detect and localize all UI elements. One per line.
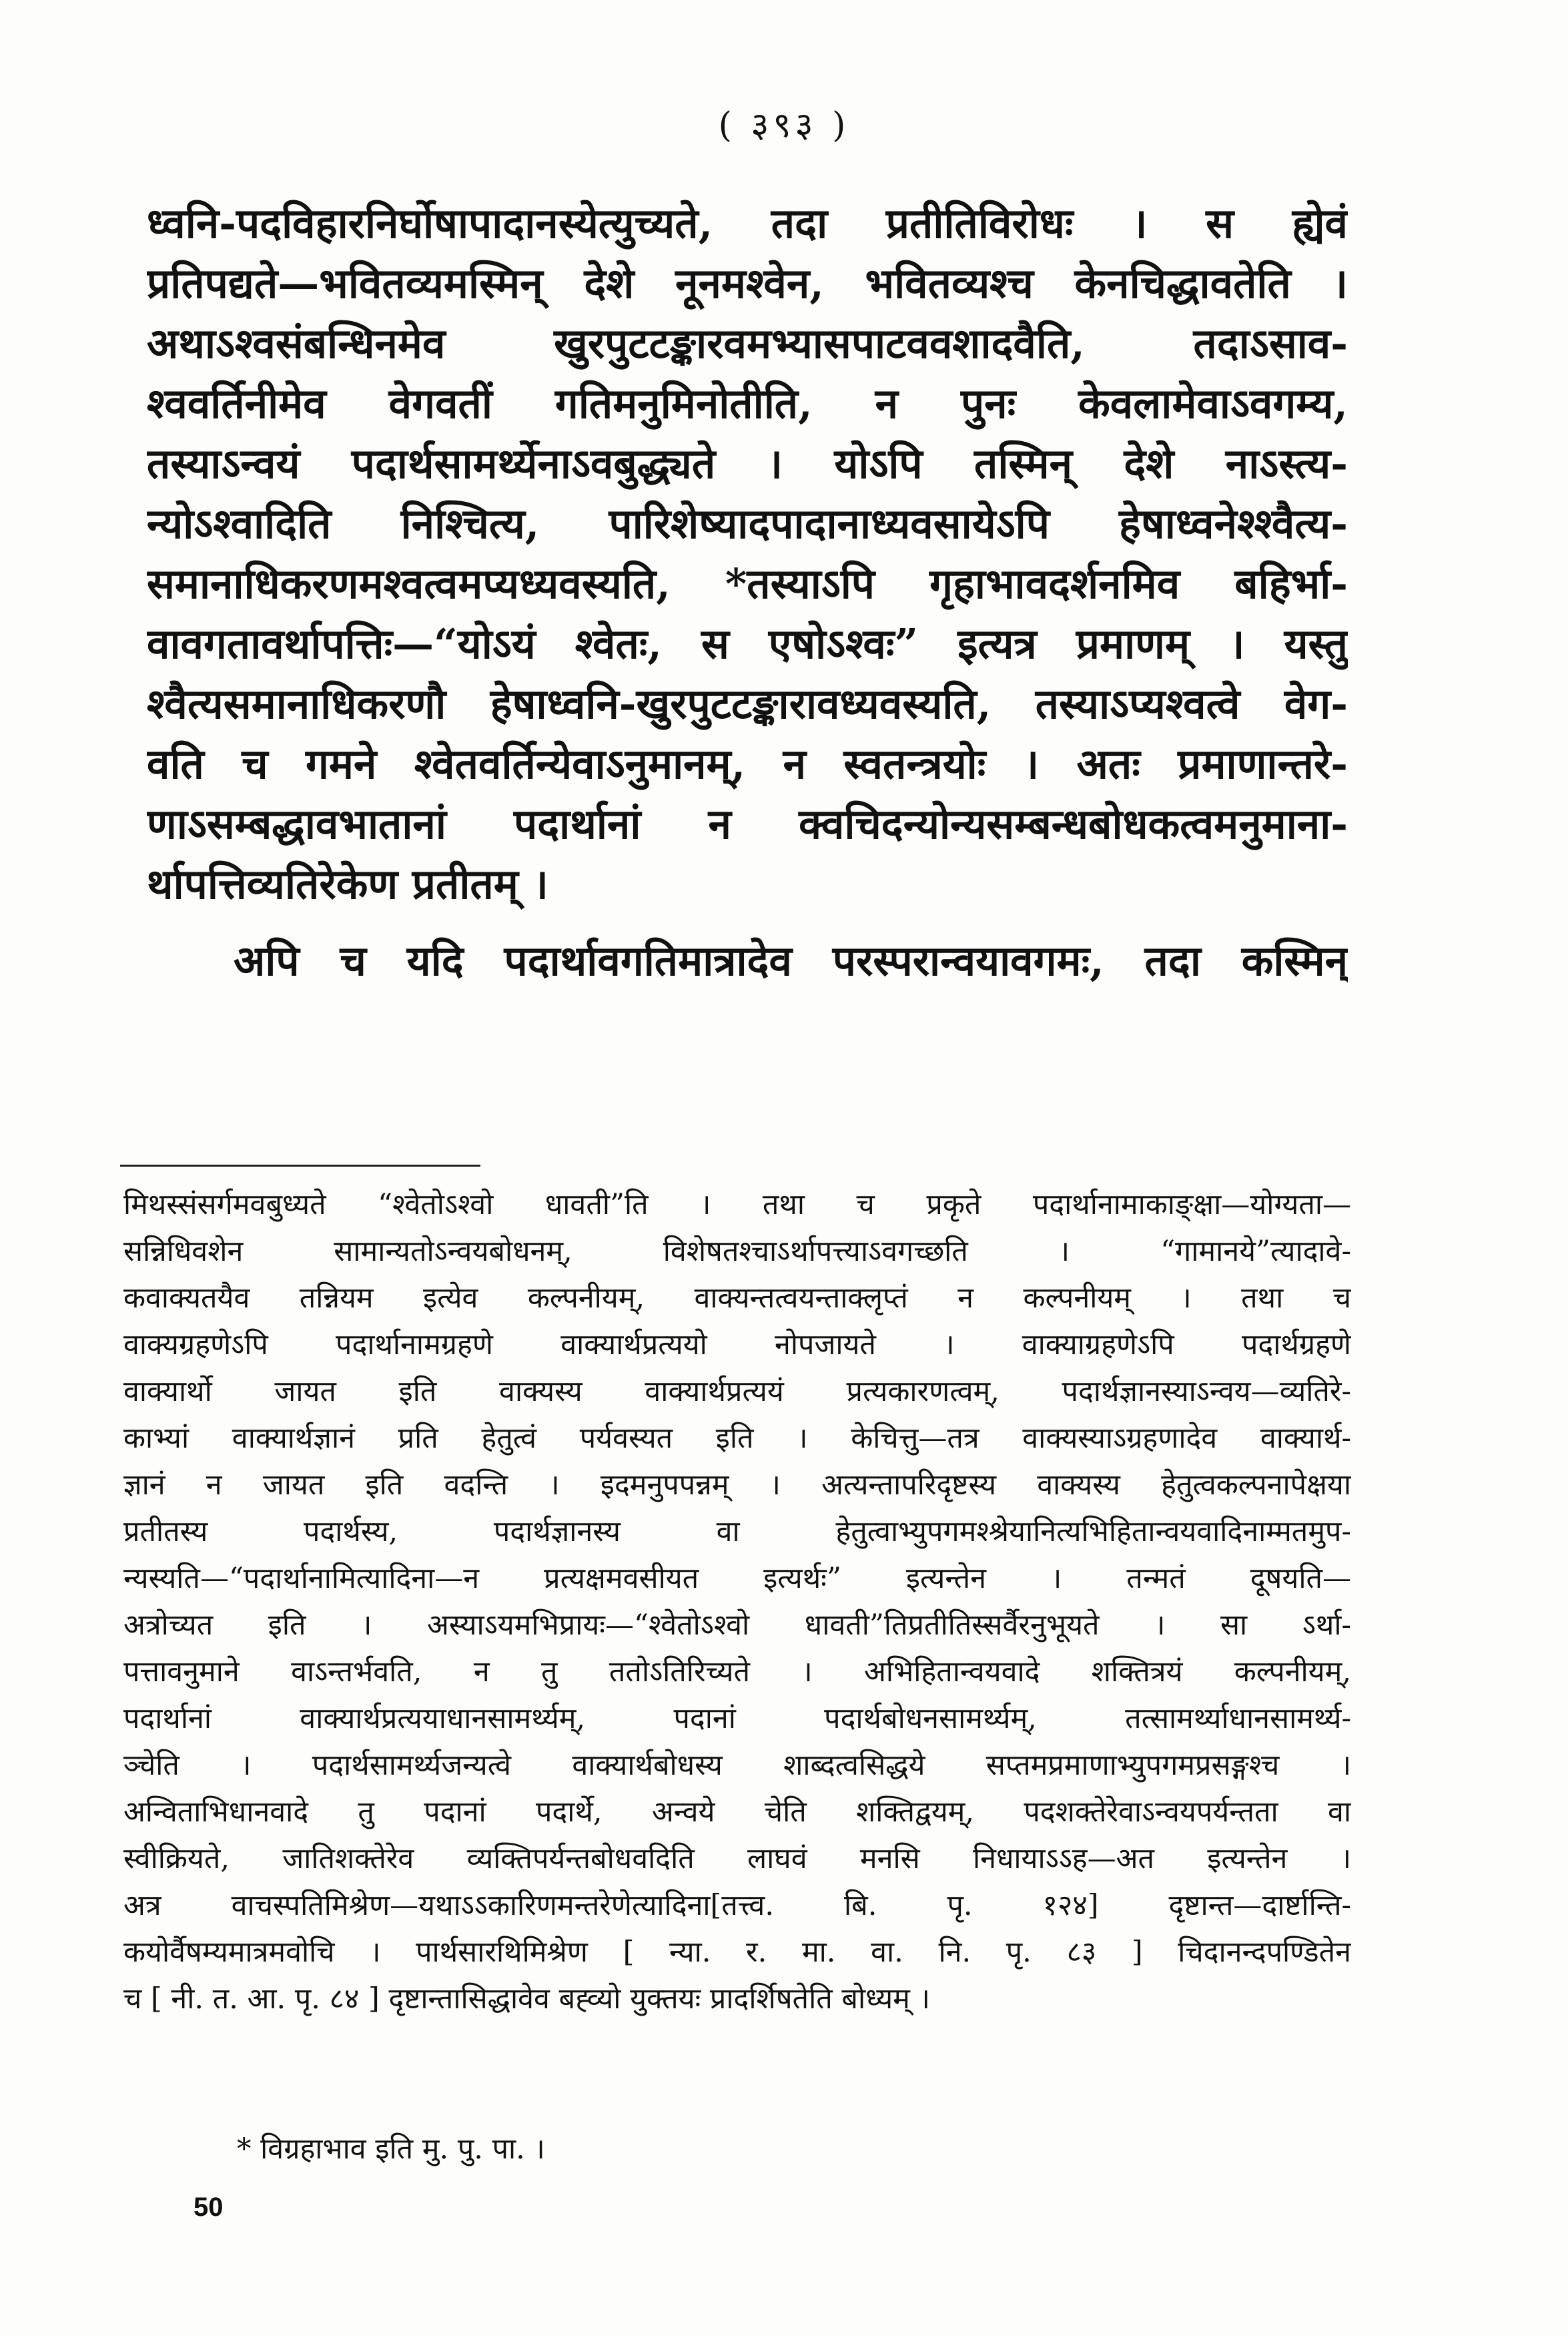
footnote-line: न्यस्यति—“पदार्थानामित्यादिना—न प्रत्यक्षमवसीयत इत्यर्थः” इत्यन्तेन । तन्मतं दूषयति— (123, 1562, 1351, 1595)
main-text-line: अथाऽश्वसंबन्धिनमेव खुरपुटटङ्कारवमभ्यासपाटववशादवैति, तदाऽसाव- (147, 319, 1348, 368)
main-text-line: र्थापत्तिव्यतिरेकेण प्रतीतम् । (147, 860, 548, 908)
main-text-line: श्ववर्तिनीमेव वेगवतीं गतिमनुमिनोतीति, न पुनः केवलामेवाऽवगम्य, (147, 379, 1348, 428)
main-text-line: समानाधिकरणमश्वत्वमप्यध्यवस्यति, *तस्याऽपि गृहाभावदर्शनमिव बहिर्भा- (147, 559, 1348, 608)
footnote-line: अन्विताभिधानवादे तु पदानां पदार्थे, अन्वये चेति शक्तिद्वयम्, पदशक्तेरेवाऽन्वयपर्यन्तता वा (123, 1795, 1351, 1829)
footnote-line: वाक्यग्रहणेऽपि पदार्थानामग्रहणे वाक्यार्थप्रत्ययो नोपजायते । वाक्याग्रहणेऽपि पदार्थग्रहणे (123, 1328, 1351, 1362)
footnote-line: पदार्थानां वाक्यार्थप्रत्ययाधानसामर्थ्यम्, पदानां पदार्थबोधनसामर्थ्यम्, तत्सामर्थ्याधानसामर्थ्य- (123, 1702, 1351, 1735)
footnote-line: वाक्यार्थो जायत इति वाक्यस्य वाक्यार्थप्रत्ययं प्रत्यकारणत्वम्, पदार्थज्ञानस्याऽन्वय—व्यतिरे- (123, 1375, 1351, 1408)
main-text-block (147, 194, 1348, 991)
footnote-line: ज्ञानं न जायत इति वदन्ति । इदमनुपपन्नम् । अत्यन्तापरिदृष्टस्य वाक्यस्य हेतुत्वकल्पनापेक्षया (123, 1468, 1351, 1502)
footnote-line: स्वीक्रियते, जातिशक्तेरेव व्यक्तिपर्यन्तबोधवदिति लाघवं मनसि निधायाऽऽह—अत इत्यन्तेन । (123, 1842, 1351, 1875)
asterisk-footnote: * विग्रहाभाव इति मु. पु. पा. । (237, 2132, 545, 2166)
footnote-line: सन्निधिवशेन सामान्यतोऽन्वयबोधनम्, विशेषतश्चाऽर्थापत्त्याऽवगच्छति । “गामानये”त्यादावे- (123, 1235, 1351, 1268)
footnote-line: कवाक्यतयैव तन्नियम इत्येव कल्पनीयम्, वाक्यन्तत्वयन्ताक्लृप्तं न कल्पनीयम् । तथा च (123, 1281, 1351, 1315)
footnote-block (123, 1181, 1351, 2022)
main-text-line: अपि च यदि पदार्थावगतिमात्रादेव परस्परान्वयावगमः, तदा कस्मिन् (234, 936, 1348, 985)
paragraph-gap (147, 914, 1348, 931)
main-text-line: तस्याऽन्वयं पदार्थसामर्थ्येनाऽवबुद्ध्यते । योऽपि तस्मिन् देशे नाऽस्त्य- (147, 439, 1348, 488)
page-number-top: ( ३९३ ) (718, 105, 850, 145)
footnote-line: प्रतीतस्य पदार्थस्य, पदार्थज्ञानस्य वा हेतुत्वाभ्युपगमश्श्रेयानित्यभिहितान्वयवादिनाम्मतमुप- (123, 1515, 1351, 1548)
page-number-bottom: 50 (193, 2193, 224, 2222)
footnote-divider (120, 1165, 480, 1167)
main-text-line: वावगतावर्थापत्तिः—“योऽयं श्वेतः, स एषोऽश्वः” इत्यत्र प्रमाणम् । यस्तु (147, 619, 1348, 668)
footnote-line: च [ नी. त. आ. पृ. ८४ ] दृष्टान्तासिद्धावेव बह्व्यो युक्तयः प्रादर्शिषतेति बोध्यम् । (123, 1982, 930, 2016)
main-text-line: वति च गमने श्वेतवर्तिन्येवाऽनुमानम्, न स्वतन्त्रयोः । अतः प्रमाणान्तरे- (147, 740, 1348, 788)
main-text-line: प्रतिपद्यते—भवितव्यमस्मिन् देशे नूनमश्वेन, भवितव्यश्च केनचिद्धावतेति । (147, 259, 1348, 308)
footnote-line: काभ्यां वाक्यार्थज्ञानं प्रति हेतुत्वं पर्यवस्यत इति । केचित्तु—तत्र वाक्यस्याऽग्रहणादेव वाक्यार्थ- (123, 1422, 1351, 1455)
main-text-line: श्वैत्यसमानाधिकरणौ हेषाध्वनि-खुरपुटटङ्कारावध्यवस्यति, तस्याऽप्यश्वत्वे वेग- (147, 679, 1348, 728)
footnote-line: पत्तावनुमाने वाऽन्तर्भवति, न तु ततोऽतिरिच्यते । अभिहितान्वयवादे शक्तित्रयं कल्पनीयम्, (123, 1655, 1351, 1689)
main-text-line: न्योऽश्वादिति निश्चित्य, पारिशेष्यादपादानाध्यवसायेऽपि हेषाध्वनेश्श्वैत्य- (147, 499, 1348, 548)
footnote-line: अत्र वाचस्पतिमिश्रेण—यथाऽऽकारिणमन्तरेणेत्यादिना[तत्त्व. बि. पृ. १२४] दृष्टान्त—दार्ष्टान्ति- (123, 1889, 1351, 1922)
footnote-line: मिथस्संसर्गमवबुध्यते “श्वेतोऽश्वो धावती”ति । तथा च प्रकृते पदार्थानामाकाङ्क्षा—योग्यता— (123, 1188, 1351, 1221)
footnote-line: कयोर्वैषम्यमात्रमवोचि । पार्थसारथिमिश्रेण [ न्या. र. मा. वा. नि. पृ. ८३ ] चिदानन्दपण्डितेन (123, 1936, 1351, 1969)
footnote-line: ञ्चेति । पदार्थसामर्थ्यजन्यत्वे वाक्यार्थबोधस्य शाब्दत्वसिद्धये सप्तमप्रमाणाभ्युपगमप्रसङ्गश्च । (123, 1749, 1351, 1782)
footnote-line: अत्रोच्यत इति । अस्याऽयमभिप्रायः—“श्वेतोऽश्वो धावती”तिप्रतीतिस्सर्वैरनुभूयते । सा ऽर्था- (123, 1609, 1351, 1642)
main-text-line: णाऽसम्बद्धावभातानां पदार्थानां न क्वचिदन्योन्यसम्बन्धबोधकत्वमनुमाना- (147, 800, 1348, 848)
main-text-line: ध्वनि-पदविहारनिर्घोषापादानस्येत्युच्यते, तदा प्रतीतिविरोधः । स ह्येवं (147, 199, 1348, 248)
